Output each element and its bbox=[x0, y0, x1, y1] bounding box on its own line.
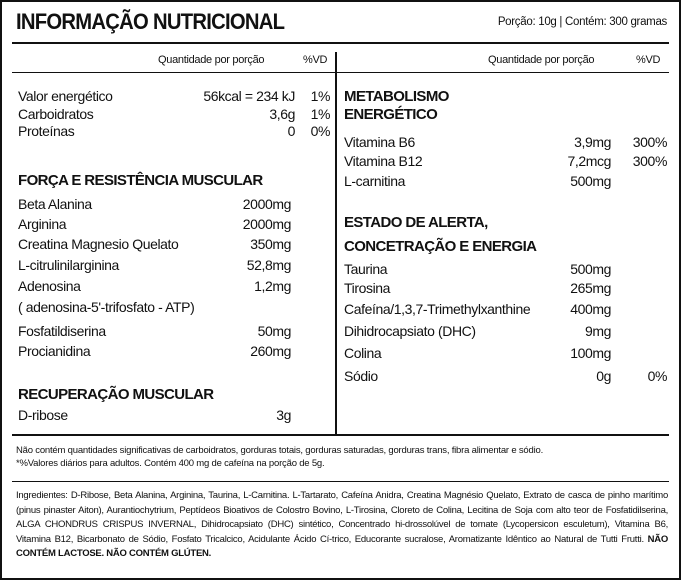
label-header bbox=[2, 2, 679, 46]
nutrient-qty: 0g bbox=[596, 368, 611, 384]
nutrient-qty: 350mg bbox=[250, 236, 291, 252]
header-divider bbox=[12, 42, 669, 44]
nutrient-qty: 400mg bbox=[570, 301, 611, 317]
footnotes bbox=[16, 444, 666, 470]
nutrient-name: Beta Alanina bbox=[18, 196, 92, 212]
nutrient-name: ( adenosina-5'-trifosfato - ATP) bbox=[18, 299, 195, 315]
nutrient-qty: 1,2mg bbox=[254, 278, 291, 294]
nutrient-name: Creatina Magnesio Quelato bbox=[18, 236, 179, 252]
table-bottom-divider bbox=[12, 434, 669, 436]
nutrient-qty: 50mg bbox=[257, 323, 291, 339]
nutrient-name: Vitamina B12 bbox=[344, 153, 423, 169]
nutrient-qty: 3g bbox=[276, 407, 291, 423]
nutrient-qty: 2000mg bbox=[242, 216, 291, 232]
nutrient-qty: 56kcal = 234 kJ bbox=[203, 88, 295, 104]
nutrient-name: Valor energético bbox=[18, 88, 113, 104]
nutrient-name: Colina bbox=[344, 345, 382, 361]
serving-info: Porção: 10g | Contém: 300 gramas bbox=[497, 16, 667, 28]
nutrient-qty: 500mg bbox=[570, 261, 611, 277]
nutrient-qty: 265mg bbox=[570, 280, 611, 296]
nutrient-qty: 500mg bbox=[570, 173, 611, 189]
nutrient-name: Arginina bbox=[18, 216, 67, 232]
nutrient-qty: 260mg bbox=[250, 343, 291, 359]
nutrient-name: Sódio bbox=[344, 368, 378, 384]
section-title-recuperacao: RECUPERAÇÃO MUSCULAR bbox=[18, 386, 214, 403]
nutrient-qty: 52,8mg bbox=[246, 257, 291, 273]
nutrient-vd: 1% bbox=[310, 88, 330, 104]
nutrient-qty: 0 bbox=[287, 123, 295, 139]
section-title-forca: FORÇA E RESISTÊNCIA MUSCULAR bbox=[18, 172, 263, 189]
nutrient-vd: 1% bbox=[310, 106, 330, 122]
section-title-metabolismo-2: ENERGÉTICO bbox=[344, 106, 438, 123]
nutrient-name: Carboidratos bbox=[18, 106, 94, 122]
right-vd-header: %VD bbox=[636, 54, 661, 66]
label-title: INFORMAÇÃO NUTRICIONAL bbox=[16, 9, 285, 34]
column-header-divider bbox=[12, 72, 669, 73]
nutrient-vd: 0% bbox=[647, 368, 667, 384]
footnote-line-1: Não contém quantidades significativas de carboidratos, gorduras totais, gorduras saturadas, gorduras trans, fibra alimentar e sódio. bbox=[16, 445, 544, 456]
nutrient-name: Procianidina bbox=[18, 343, 91, 359]
section-title-alerta-2: CONCETRAÇÃO E ENERGIA bbox=[344, 238, 537, 255]
nutrient-name: Dihidrocapsiato (DHC) bbox=[344, 323, 476, 339]
nutrient-name: Vitamina B6 bbox=[344, 134, 415, 150]
nutrient-name: Adenosina bbox=[18, 278, 81, 294]
nutrient-vd: 300% bbox=[632, 134, 667, 150]
nutrient-name: L-carnitina bbox=[344, 173, 405, 189]
ingredients-divider bbox=[12, 481, 669, 482]
nutrient-name: Proteínas bbox=[18, 123, 75, 139]
nutrient-name: Cafeína/1,3,7-Trimethylxanthine bbox=[344, 301, 531, 317]
left-qty-header: Quantidade por porção bbox=[158, 54, 265, 66]
nutrient-qty: 3,9mg bbox=[574, 134, 611, 150]
section-title-metabolismo: METABOLISMO bbox=[344, 88, 449, 105]
ingredients-text: Ingredientes: D-Ribose, Beta Alanina, Arginina, Taurina, L-Carnitina. L-Tartarato, Cafeína Anidra, Creatina Magnésio Quelato, Extrato de casca de pinho marítimo (pinus pinaster Aiton), Aurantiochytrium, Peptídeos Bioativos de Colostro Bovino, L-Tirosina, Cloreto de Colina, Lecitina de Soja com alto teor de Fosfatidilserina, ALGA CHONDRUS CRISPUS INVERNAL, Dihidrocapsiato (DHC) sintético, Concentrado hi-drossolúvel de tomate (Lycopersicon esculetum), Vitamina B6, Vitamina B12, Bicarbonato de Sódio, Fosfato Tricalcico, Acidulante Ácido Cí-trico, Educorante sucralose, Aromatizante Idêntico ao Natural de Tutti Frutti. bbox=[16, 490, 668, 545]
section-title-alerta: ESTADO DE ALERTA, bbox=[344, 214, 488, 231]
nutrient-qty: 3,6g bbox=[269, 106, 295, 122]
nutrient-name: L-citrulinilarginina bbox=[18, 257, 119, 273]
nutrient-name: D-ribose bbox=[18, 407, 68, 423]
allergen-warning: NÃO CONTÉM LACTOSE. NÃO CONTÉM GLÚTEN. bbox=[16, 533, 668, 560]
footnote-line-2: *%Valores diários para adultos. Contém 400 mg de cafeína na porção de 5g. bbox=[16, 458, 325, 469]
nutrient-name: Fosfatildiserina bbox=[18, 323, 106, 339]
nutrient-name: Tirosina bbox=[344, 280, 391, 296]
nutrient-qty: 2000mg bbox=[242, 196, 291, 212]
nutrient-qty: 100mg bbox=[570, 345, 611, 361]
nutrient-name: Taurina bbox=[344, 261, 388, 277]
left-vd-header: %VD bbox=[303, 54, 328, 66]
nutrient-vd: 0% bbox=[310, 123, 330, 139]
panel-divider bbox=[335, 52, 337, 434]
nutrient-vd: 300% bbox=[632, 153, 667, 169]
ingredients-block bbox=[16, 489, 668, 562]
nutrient-qty: 7,2mcg bbox=[567, 153, 611, 169]
right-qty-header: Quantidade por porção bbox=[488, 54, 595, 66]
nutrient-qty: 9mg bbox=[584, 323, 611, 339]
